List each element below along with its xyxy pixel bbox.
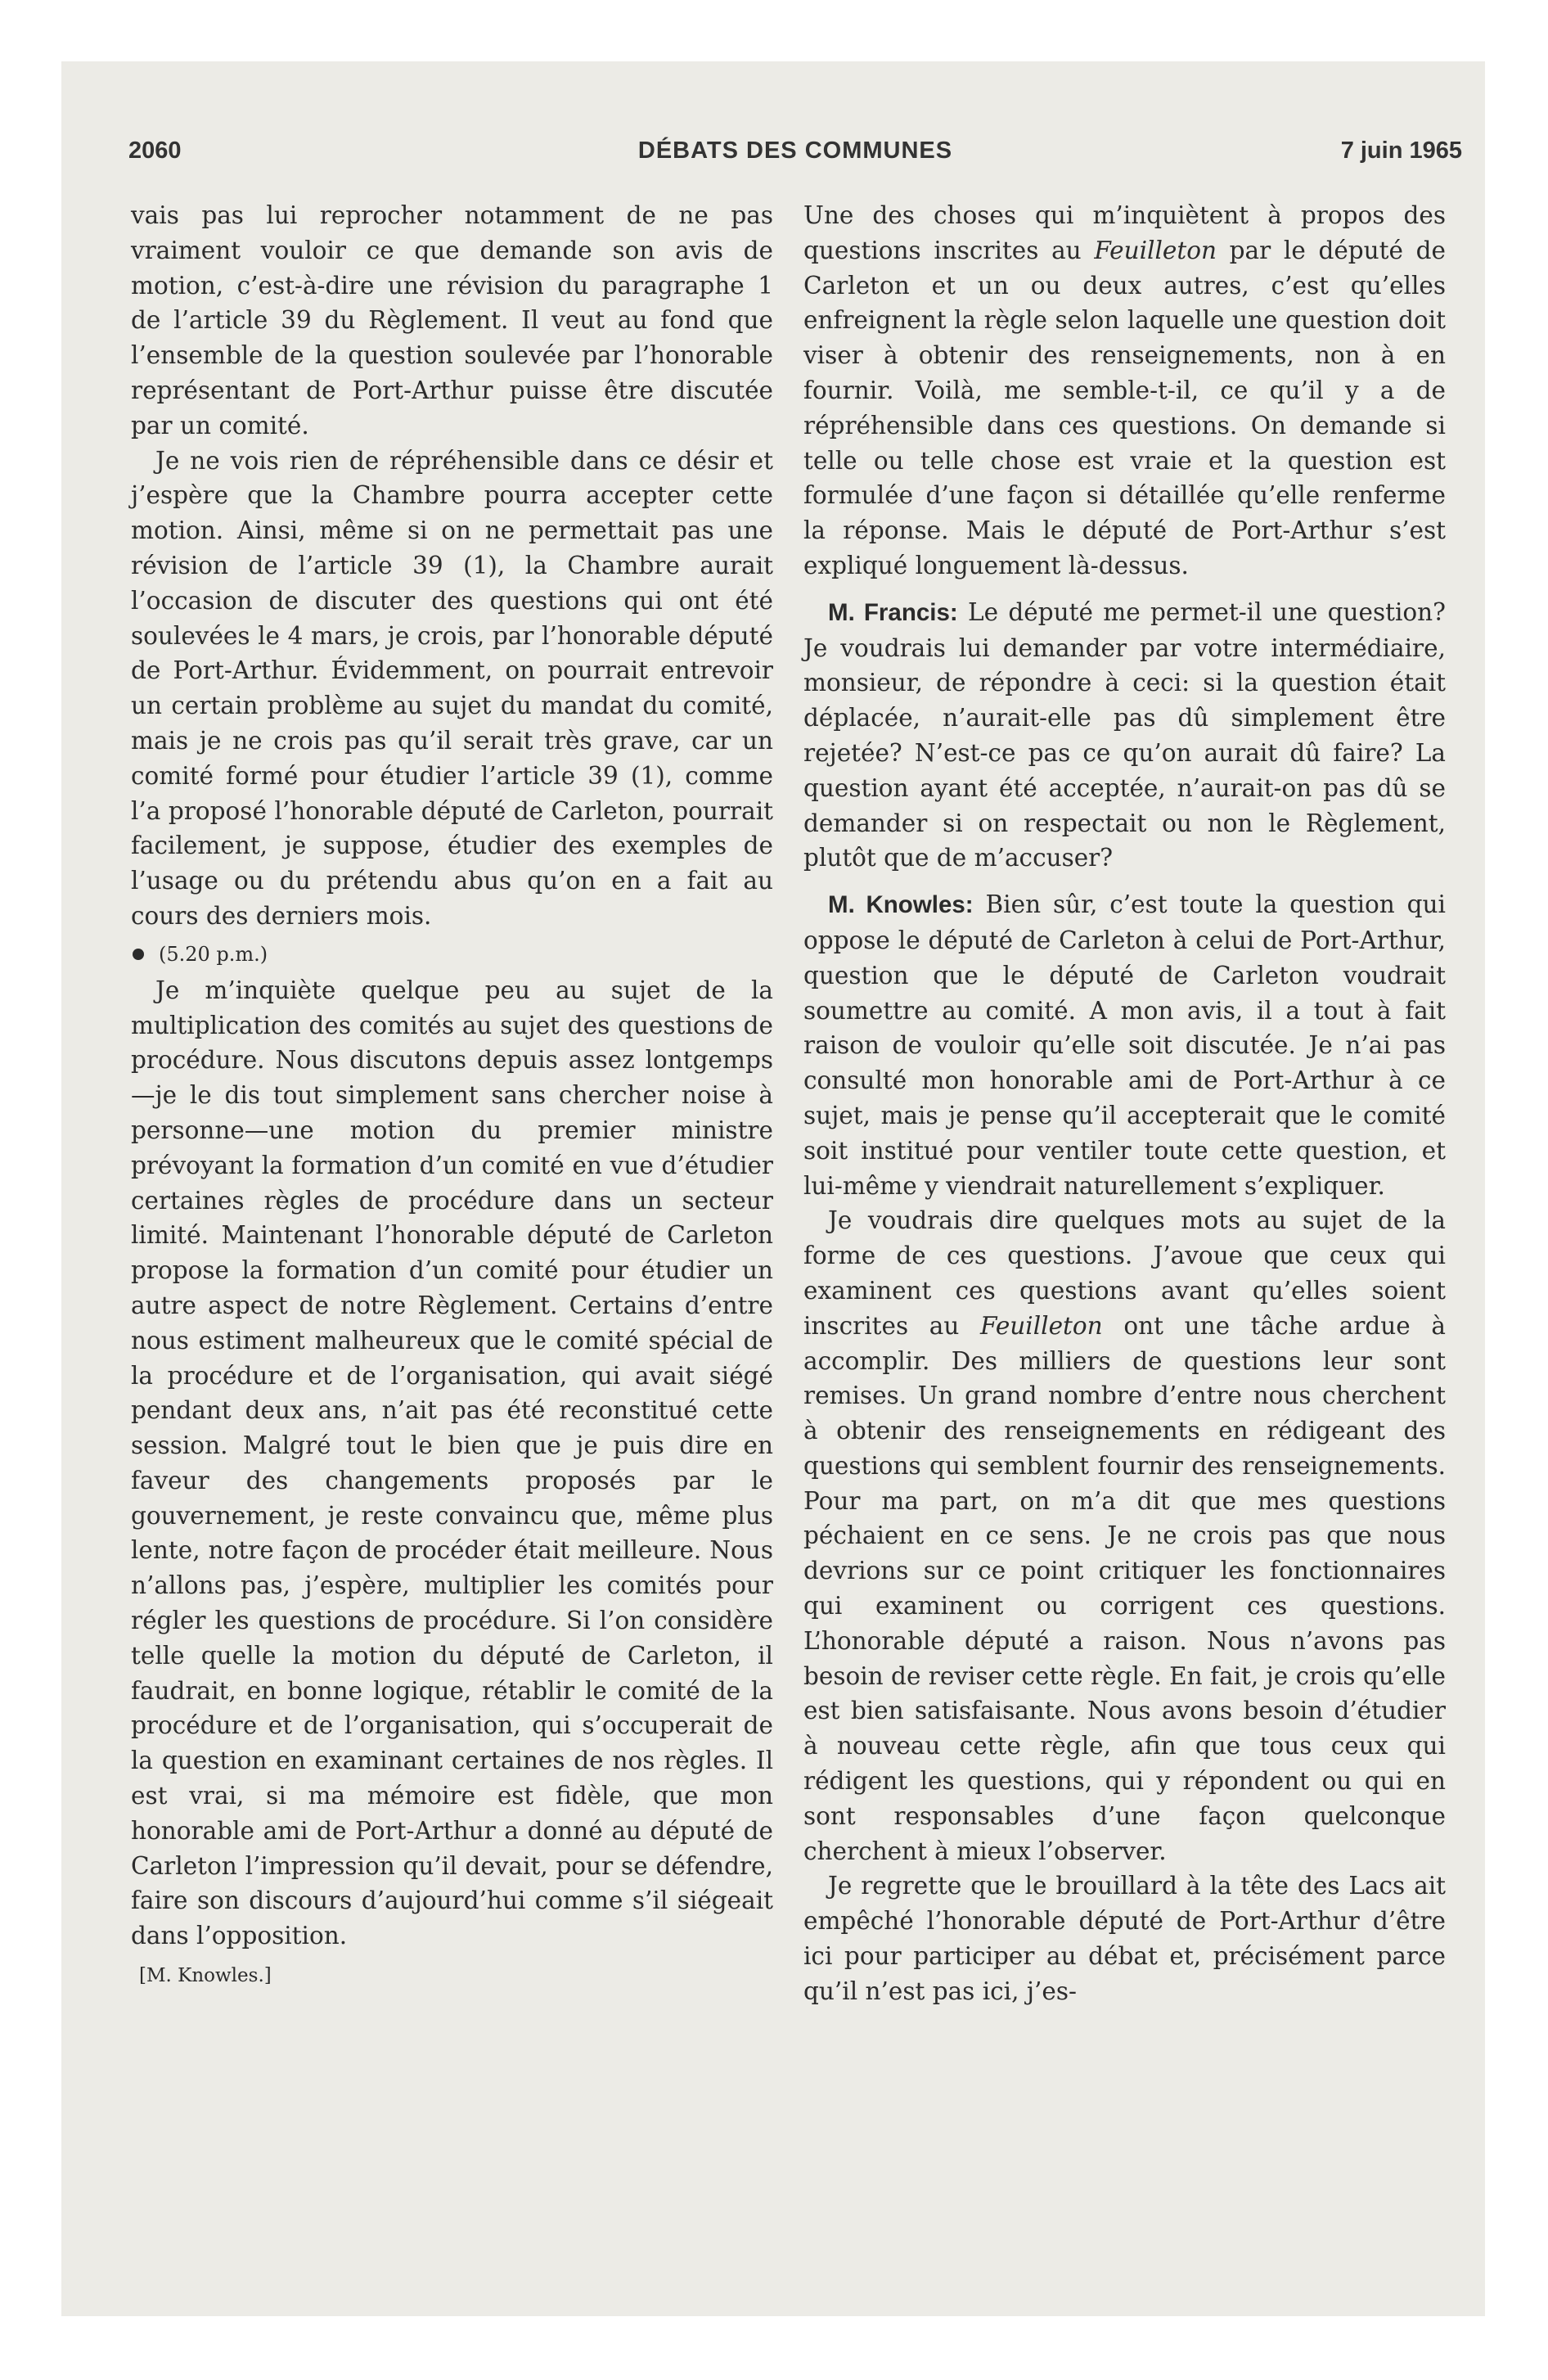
time-marker-text: (5.20 p.m.) <box>159 942 268 966</box>
paragraph: Je regrette que le brouillard à la tête des Lacs ait empêché l’honorable député de Port-Arthur d’être ici pour participer au débat et, précisément parce qu’il n’est pas ici, j’es- <box>803 1872 1446 2005</box>
paragraph: Je m’inquiète quelque peu au sujet de la multiplication des comités au sujet des questions de procédure. Nous discutons depuis assez lontgemps—je le dis tout simplement sans chercher noise à personne—une motion du premier ministre prévoyant la formation d’un comité en vue d’étudier certaines règles de procédure dans un secteur limité. Maintenant l’honorable député de Carleton propose la formation d’un comité pour étudier un autre aspect de notre Règlement. Certains d’entre nous estiment malheureux que le comité spécial de la procédure et de l’organisation, qui avait siégé pendant deux ans, n’ait pas été reconstitué cette session. Malgré tout le bien que je puis dire en faveur des changements proposés par le gouvernement, je reste convaincu que, même plus lente, notre façon de procéder était meilleure. Nous n’allons pas, j’espère, multiplier les comités pour régler les questions de procédure. Si l’on considère telle quelle la motion du député de Carleton, il faudrait, en bonne logique, rétablir le comité de la procédure et de l’organisation, qui s’occuperait de la question en examinant certaines de nos règles. Il est vrai, si ma mémoire est fidèle, que mon honorable ami de Port-Arthur a donné au député de Carleton l’impression qu’il devait, pour se défendre, faire son discours d’aujourd’hui comme s’il siégeait dans l’opposition. <box>131 976 773 1950</box>
time-marker <box>131 942 773 967</box>
publication-title: DÉBATS DES COMMUNES <box>637 137 953 164</box>
italic-term: Feuilleton <box>1094 236 1217 264</box>
left-column <box>131 198 773 1988</box>
page-number: 2060 <box>128 137 182 164</box>
speaker-name: M. Francis: <box>828 598 958 626</box>
italic-term: Feuilleton <box>979 1311 1103 1340</box>
speaker-attribution: [M. Knowles.] <box>139 1965 272 1987</box>
speaker-name: M. Knowles: <box>828 891 974 919</box>
paragraph: Je ne vois rien de répréhensible dans ce désir et j’espère que la Chambre pourra accepter cette motion. Ainsi, même si on ne permettait pas une révision de l’article 39 (1), la Chambre aurait l’occasion de discuter des questions qui ont été soulevées le 4 mars, je crois, par l’honorable député de Port-Arthur. Évidemment, on pourrait entrevoir un certain problème au sujet du mandat du comité, mais je ne crois pas qu’il serait très grave, car un comité formé pour étudier l’article 39 (1), comme l’a proposé l’honorable député de Carleton, pourrait facilement, je suppose, étudier des exemples de l’usage ou du prétendu abus qu’on en a fait au cours des derniers mois. <box>131 446 773 930</box>
paragraph: vais pas lui reprocher notamment de ne pas vraiment vouloir ce que demande son avis de motion, c’est-à-dire une révision du paragraphe 1 de l’article 39 du Règlement. Il veut au fond que l’ensemble de la question soulevée par l’honorable représentant de Port-Arthur puisse être discutée par un comité. <box>131 201 773 439</box>
paragraph: Je voudrais dire quelques mots au sujet de la forme de ces questions. J’avoue que ceux qui examinent ces questions avant qu’elles soient inscrites au Feuilleton ont une tâche ardue à accomplir. Des milliers de questions leur sont remises. Un grand nombre d’entre nous cherchent à obtenir des renseignements en rédigeant des questions qui semblent fournir des renseignements. Pour ma part, on m’a dit que mes questions péchaient en ce sens. Je ne crois pas que nous devrions sur ce point critiquer les fonctionnaires qui examinent ou corrigent ces questions. L’honorable député a raison. Nous n’avons pas besoin de reviser cette règle. En fait, je crois qu’elle est bien satisfaisante. Nous avons besoin d’étudier à nouveau cette règle, afin que tous ceux qui rédigent les questions, qui y répondent ou qui en sont responsables d’une façon quelconque cherchent à mieux l’observer. <box>803 1206 1446 1865</box>
paragraph: M. Francis: Le député me permet-il une question? Je voudrais lui demander par votre intermédiaire, monsieur, de répondre à ceci: si la question était déplacée, n’aurait-elle pas dû simplement être rejetée? N’est-ce pas ce qu’on aurait dû faire? La question ayant été acceptée, n’aurait-on pas dû se demander si on respectait ou non le Règlement, plutôt que de m’accuser? <box>803 597 1446 872</box>
page-header <box>128 137 1462 170</box>
paragraph: Une des choses qui m’inquiètent à propos des questions inscrites au Feuilleton par le député de Carleton et un ou deux autres, c’est qu’elles enfreignent la règle selon laquelle une question doit viser à obtenir des renseignements, non à en fournir. Voilà, me semble-t-il, ce qu’il y a de répréhensible dans ces questions. On demande si telle ou telle chose est vraie et la question est formulée d’une façon si détaillée qu’elle renferme la réponse. Mais le député de Port-Arthur s’est expliqué longuement là-dessus. <box>803 201 1446 579</box>
right-column <box>803 198 1446 2009</box>
bullet-icon <box>133 949 144 960</box>
page-date: 7 juin 1965 <box>1340 137 1462 164</box>
paragraph: M. Knowles: Bien sûr, c’est toute la question qui oppose le député de Carleton à celui de Port-Arthur, question que le député de Carleton voudrait soumettre au comité. A mon avis, il a tout à fait raison de vouloir qu’elle soit discutée. Je n’ai pas consulté mon honorable ami de Port-Arthur à ce sujet, mais je pense qu’il accepterait que le comité soit institué pour ventiler toute cette question, et lui-même y viendrait naturellement s’expliquer. <box>803 890 1446 1200</box>
